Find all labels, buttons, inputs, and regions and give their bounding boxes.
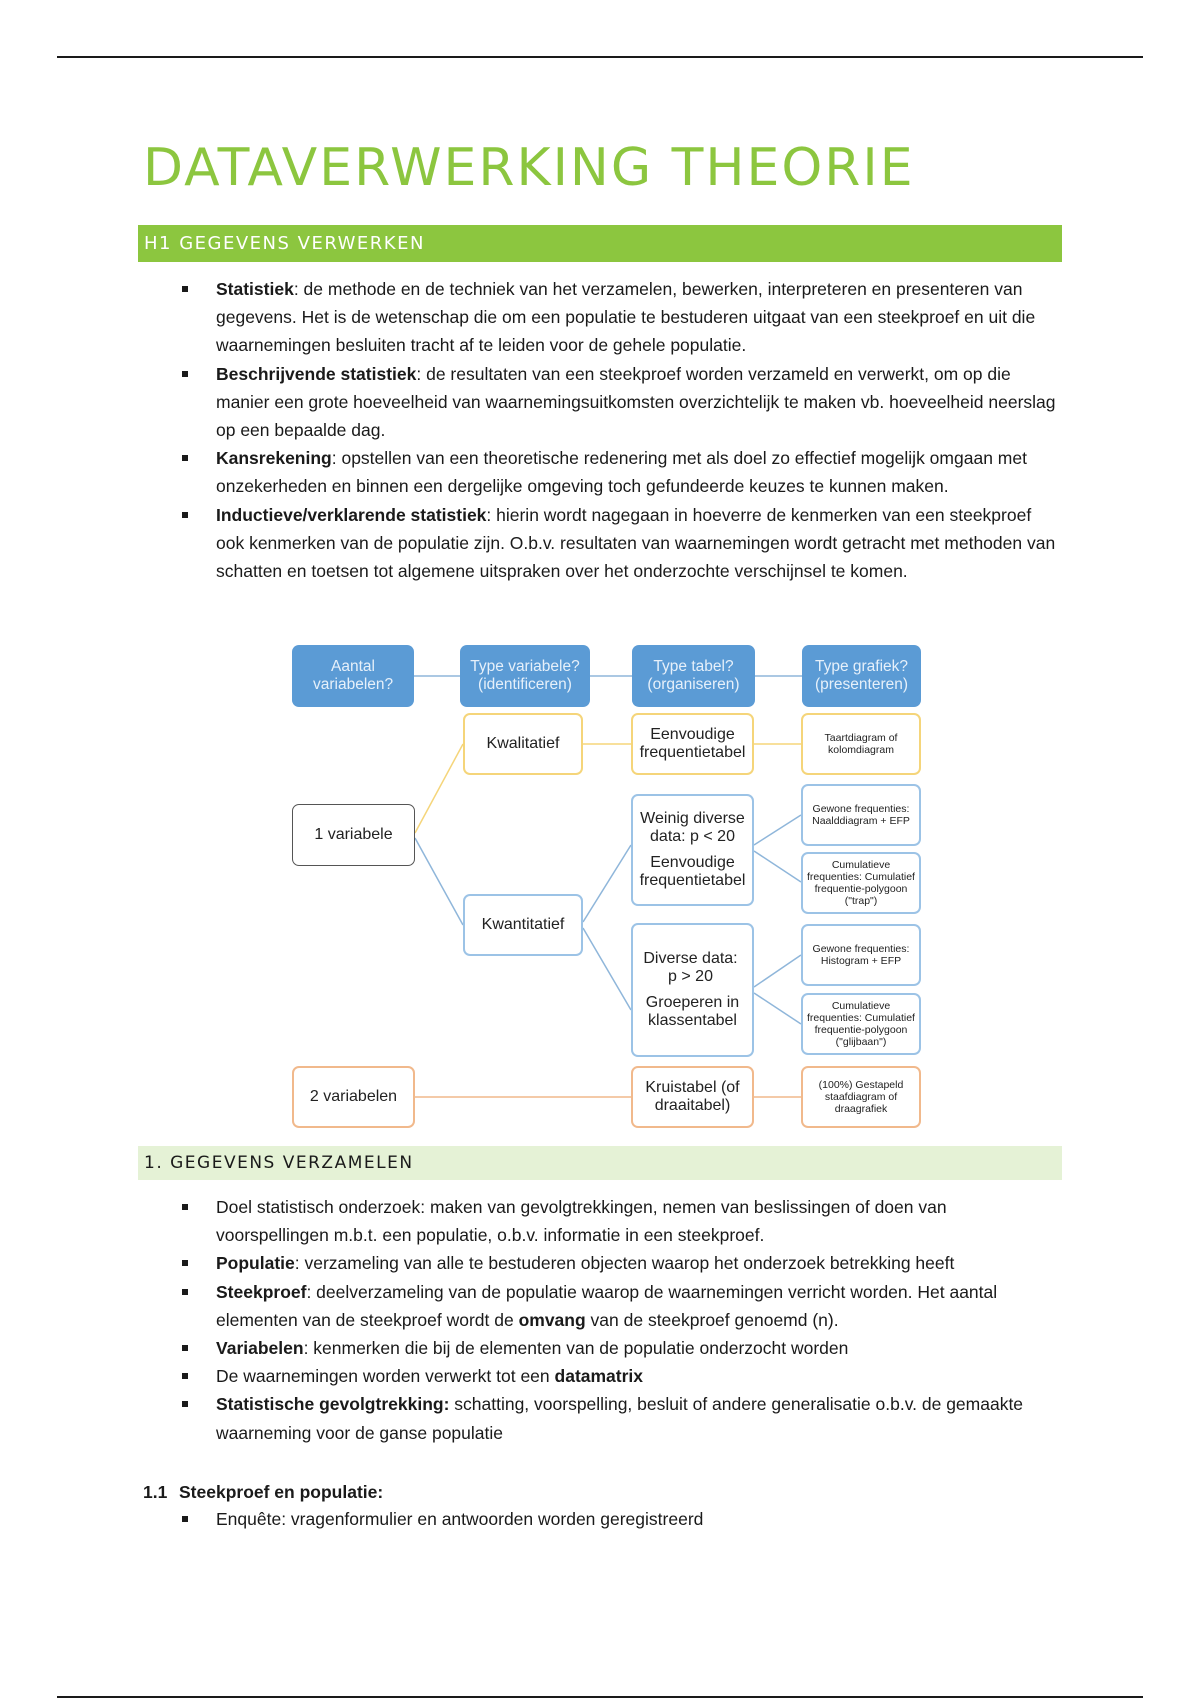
list-item: Steekproef: deelverzameling van de populatie waarop de waarnemingen verricht worden. Het aantal elementen van de steekproef wordt de omvang van de steekproef genoemd (n). (216, 1278, 1056, 1334)
list-item: Statistiek: de methode en de techniek van het verzamelen, bewerken, interpreteren en presenteren van gegevens. Het is de wetenschap die om een populatie te bestuderen uitgaat van een steekproef en uit die waarnemingen besluiten tracht af te leiden voor de gehele populatie. (216, 275, 1056, 360)
node-graph-naalddiagram: Gewone frequenties: Naalddiagram + EFP (801, 784, 921, 846)
bullet-icon (182, 1345, 188, 1351)
bullet-icon (182, 512, 188, 518)
connector-line (754, 993, 801, 1024)
list-item: Inductieve/verklarende statistiek: hierin wordt nagegaan in hoeverre de kenmerken van een steekproef ook kenmerken van de populatie zijn. O.b.v. resultaten van waarnemingen wordt getracht met methoden van schatten en toetsen tot algemene uitspraken over het onderzochte verschijnsel te komen. (216, 501, 1056, 586)
subsection-heading (143, 1478, 383, 1506)
bullet-icon (182, 371, 188, 377)
bullet-icon (182, 1516, 188, 1522)
node-kruistabel: Kruistabel (of draaitabel) (631, 1066, 754, 1128)
document-title: DATAVERWERKING THEORIE (143, 138, 915, 198)
diagram-header: Type variabele? (identificeren) (460, 645, 590, 707)
heading-h1: H1 GEGEVENS VERWERKEN (138, 225, 1062, 262)
node-weinig-diverse-data: Weinig diverse data: p < 20 Eenvoudige frequentietabel (631, 794, 754, 906)
connector-line (583, 845, 631, 922)
heading-h2: 1. GEGEVENS VERZAMELEN (138, 1146, 1062, 1180)
node-eenvoudige-frequentietabel: Eenvoudige frequentietabel (631, 713, 754, 775)
diagram-header: Type tabel? (organiseren) (632, 645, 755, 707)
subsection-number: 1.1 (143, 1482, 168, 1502)
bullet-icon (182, 1401, 188, 1407)
node-two-variables: 2 variabelen (292, 1066, 415, 1128)
connector-line (754, 955, 801, 987)
bullet-icon (182, 286, 188, 292)
bullet-icon (182, 1289, 188, 1295)
list-item: Doel statistisch onderzoek: maken van gevolgtrekkingen, nemen van beslissingen of doen van voorspellingen m.b.t. een populatie, o.b.v. informatie in een steekproef. (216, 1193, 1056, 1249)
top-rule (57, 56, 1143, 58)
node-graph-cumulatief-trap: Cumulatieve frequenties: Cumulatief frequentie-polygoon ("trap") (801, 852, 921, 914)
definitions-list (216, 275, 1056, 585)
connector-line (583, 928, 631, 1010)
node-kwalitatief: Kwalitatief (463, 713, 583, 775)
list-item: Beschrijvende statistiek: de resultaten van een steekproef worden verzameld en verwerkt, om op die manier een grote hoeveelheid van waarnemingsuitkomsten overzichtelijk te maken vb. hoeveelheid neerslag op een bepaalde dag. (216, 360, 1056, 445)
subsection-title: Steekproef en populatie: (179, 1482, 384, 1502)
bullet-icon (182, 455, 188, 461)
connector-line (754, 815, 801, 845)
collection-list (216, 1193, 1056, 1447)
diagram-header: Type grafiek? (presenteren) (802, 645, 921, 707)
connector-line (415, 838, 463, 925)
bullet-icon (182, 1260, 188, 1266)
node-kwantitatief: Kwantitatief (463, 894, 583, 956)
list-item: Statistische gevolgtrekking: schatting, voorspelling, besluit of andere generalisatie o.b.v. de gemaakte waarneming voor de ganse populatie (216, 1390, 1056, 1446)
bottom-rule (57, 1696, 1143, 1698)
node-graph-taartdiagram: Taartdiagram of kolomdiagram (801, 713, 921, 775)
list-item: De waarnemingen worden verwerkt tot een datamatrix (216, 1362, 1056, 1390)
list-item: Kansrekening: opstellen van een theoretische redenering met als doel zo effectief mogelijk omgaan met onzekerheden en binnen een dergelijke omgeving toch gefundeerde keuzes te kunnen maken. (216, 444, 1056, 500)
diagram-header: Aantal variabelen? (292, 645, 414, 707)
bullet-icon (182, 1373, 188, 1379)
list-item: Enquête: vragenformulier en antwoorden worden geregistreerd (216, 1505, 1056, 1533)
node-graph-cumulatief-glijbaan: Cumulatieve frequenties: Cumulatief frequentie-polygoon ("glijbaan") (801, 993, 921, 1055)
list-item: Populatie: verzameling van alle te bestuderen objecten waarop het onderzoek betrekking heeft (216, 1249, 1056, 1277)
sample-list (216, 1505, 1056, 1533)
node-graph-gestapeld-staafdiagram: (100%) Gestapeld staafdiagram of draagrafiek (801, 1066, 921, 1128)
bullet-icon (182, 1204, 188, 1210)
connector-line (415, 744, 463, 833)
list-item: Variabelen: kenmerken die bij de elementen van de populatie onderzocht worden (216, 1334, 1056, 1362)
node-one-variable: 1 variabele (292, 804, 415, 866)
node-graph-histogram: Gewone frequenties: Histogram + EFP (801, 924, 921, 986)
connector-line (754, 851, 801, 882)
node-diverse-data: Diverse data: p > 20 Groeperen in klassentabel (631, 923, 754, 1057)
